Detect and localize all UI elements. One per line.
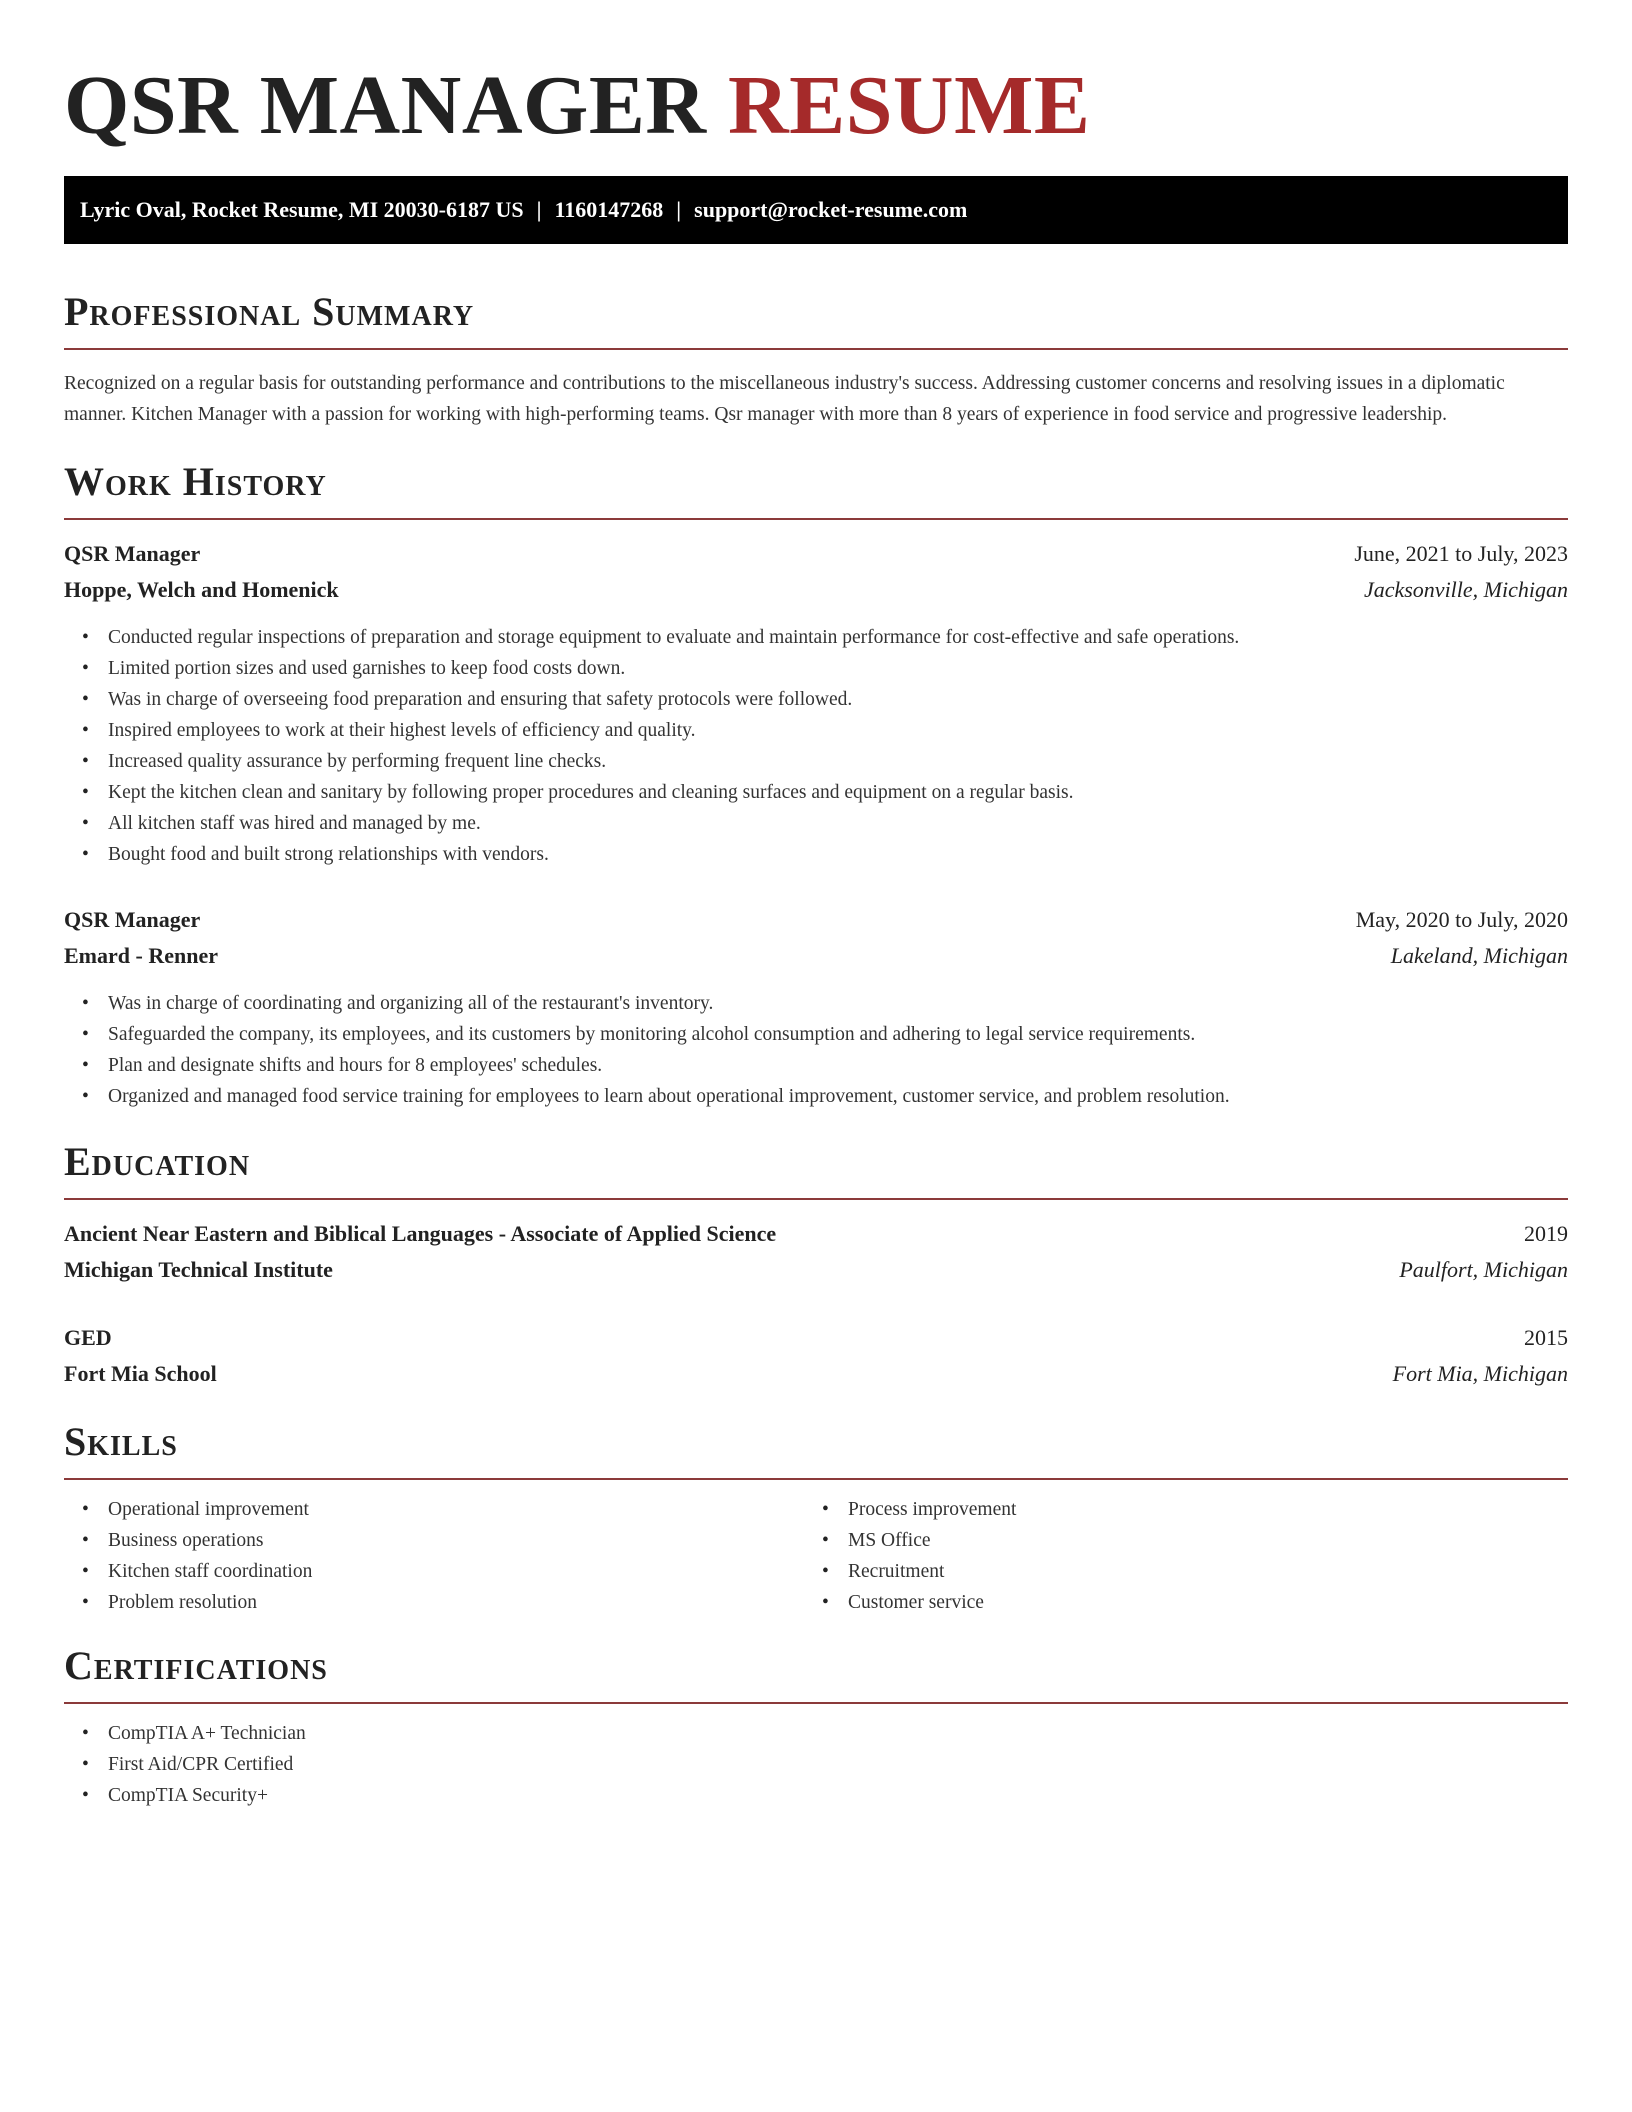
job-bullets <box>64 988 1568 1112</box>
job-bullet: • Was in charge of overseeing food preparation and ensuring that safety protocols were followed. <box>108 684 1568 715</box>
job-bullet: • Safeguarded the company, its employees, and its customers by monitoring alcohol consumption and adhering to legal service requirements. <box>108 1019 1568 1050</box>
job-bullet: • Kept the kitchen clean and sanitary by following proper procedures and cleaning surfaces and equipment on a regular basis. <box>108 777 1568 808</box>
job-company-line <box>64 938 1568 974</box>
job-dates: May, 2020 to July, 2020 <box>1355 907 1568 932</box>
education-location: Fort Mia, Michigan <box>1392 1361 1568 1386</box>
skill-item: • Customer service <box>848 1587 1544 1618</box>
section-divider <box>64 1478 1568 1480</box>
title-main: QSR MANAGER <box>64 59 707 152</box>
education-school: Michigan Technical Institute <box>64 1257 333 1282</box>
resume-page <box>64 0 1568 1811</box>
job-header-line <box>64 536 1568 572</box>
summary-heading: Professional Summary <box>64 289 475 334</box>
work-history-heading: Work History <box>64 459 327 504</box>
job-header-line <box>64 902 1568 938</box>
education-degree-line <box>64 1216 1568 1252</box>
education-school-line <box>64 1356 1568 1392</box>
job-entry <box>64 902 1568 1112</box>
job-company: Emard - Renner <box>64 943 218 968</box>
job-bullet: • Was in charge of coordinating and organizing all of the restaurant's inventory. <box>108 988 1568 1019</box>
skill-item: • Kitchen staff coordination <box>108 1556 804 1587</box>
job-bullet: • Conducted regular inspections of preparation and storage equipment to evaluate and maintain performance for cost-effective and safe operations. <box>108 622 1568 653</box>
certifications-heading: Certifications <box>64 1643 328 1688</box>
job-bullet: • Limited portion sizes and used garnishes to keep food costs down. <box>108 653 1568 684</box>
job-bullet: • Increased quality assurance by performing frequent line checks. <box>108 746 1568 777</box>
certification-item: • CompTIA A+ Technician <box>108 1718 1568 1749</box>
certifications-section <box>64 1642 1568 1811</box>
education-heading: Education <box>64 1139 251 1184</box>
job-bullet: • Bought food and built strong relationships with vendors. <box>108 839 1568 870</box>
contact-bar <box>64 176 1568 244</box>
skill-item: • MS Office <box>848 1525 1544 1556</box>
job-bullet: • Inspired employees to work at their highest levels of efficiency and quality. <box>108 715 1568 746</box>
certifications-list <box>64 1718 1568 1811</box>
job-title: QSR Manager <box>64 907 201 932</box>
education-year: 2019 <box>1524 1221 1568 1246</box>
contact-email: support@rocket-resume.com <box>694 197 968 222</box>
job-bullets <box>64 622 1568 870</box>
skills-heading: Skills <box>64 1419 178 1464</box>
education-year: 2015 <box>1524 1325 1568 1350</box>
job-location: Lakeland, Michigan <box>1390 943 1568 968</box>
certification-item: • First Aid/CPR Certified <box>108 1749 1568 1780</box>
contact-separator: | <box>536 197 542 222</box>
skills-grid <box>64 1494 1568 1618</box>
section-divider <box>64 518 1568 520</box>
job-bullet: • Organized and managed food service training for employees to learn about operational improvement, customer service, and problem resolution. <box>108 1081 1568 1112</box>
skills-list-left <box>64 1494 804 1618</box>
certification-item: • CompTIA Security+ <box>108 1780 1568 1811</box>
job-location: Jacksonville, Michigan <box>1363 577 1568 602</box>
job-entry <box>64 536 1568 870</box>
education-degree: Ancient Near Eastern and Biblical Languages - Associate of Applied Science <box>64 1221 777 1246</box>
education-school: Fort Mia School <box>64 1361 217 1386</box>
skills-list-right <box>804 1494 1544 1618</box>
section-divider <box>64 348 1568 350</box>
job-company-line <box>64 572 1568 608</box>
education-school-line <box>64 1252 1568 1288</box>
section-divider <box>64 1702 1568 1704</box>
section-divider <box>64 1198 1568 1200</box>
summary-text: Recognized on a regular basis for outstanding performance and contributions to the miscellaneous industry's success. Addressing customer concerns and resolving issues in a diplomatic manner. Kitchen Manager with a passion for working with high-performing teams. Qsr manager with more than 8 years of experience in food service and progressive leadership. <box>64 373 1505 425</box>
skill-item: • Business operations <box>108 1525 804 1556</box>
education-degree-line <box>64 1320 1568 1356</box>
title-accent: RESUME <box>728 59 1091 152</box>
job-dates: June, 2021 to July, 2023 <box>1354 541 1568 566</box>
education-section <box>64 1138 1568 1392</box>
skill-item: • Problem resolution <box>108 1587 804 1618</box>
education-entry <box>64 1320 1568 1392</box>
skill-item: • Process improvement <box>848 1494 1544 1525</box>
job-company: Hoppe, Welch and Homenick <box>64 577 339 602</box>
skills-section <box>64 1418 1568 1618</box>
job-bullet: • All kitchen staff was hired and managed by me. <box>108 808 1568 839</box>
contact-phone: 1160147268 <box>554 197 664 222</box>
contact-separator: | <box>676 197 682 222</box>
resume-title <box>64 56 1568 156</box>
summary-section <box>64 288 1568 430</box>
job-title: QSR Manager <box>64 541 201 566</box>
job-bullet: • Plan and designate shifts and hours for 8 employees' schedules. <box>108 1050 1568 1081</box>
education-degree: GED <box>64 1325 112 1350</box>
skill-item: • Recruitment <box>848 1556 1544 1587</box>
education-location: Paulfort, Michigan <box>1399 1257 1568 1282</box>
education-entry <box>64 1216 1568 1288</box>
work-history-section <box>64 458 1568 1112</box>
contact-address: Lyric Oval, Rocket Resume, MI 20030-6187 US <box>80 197 524 222</box>
skill-item: • Operational improvement <box>108 1494 804 1525</box>
